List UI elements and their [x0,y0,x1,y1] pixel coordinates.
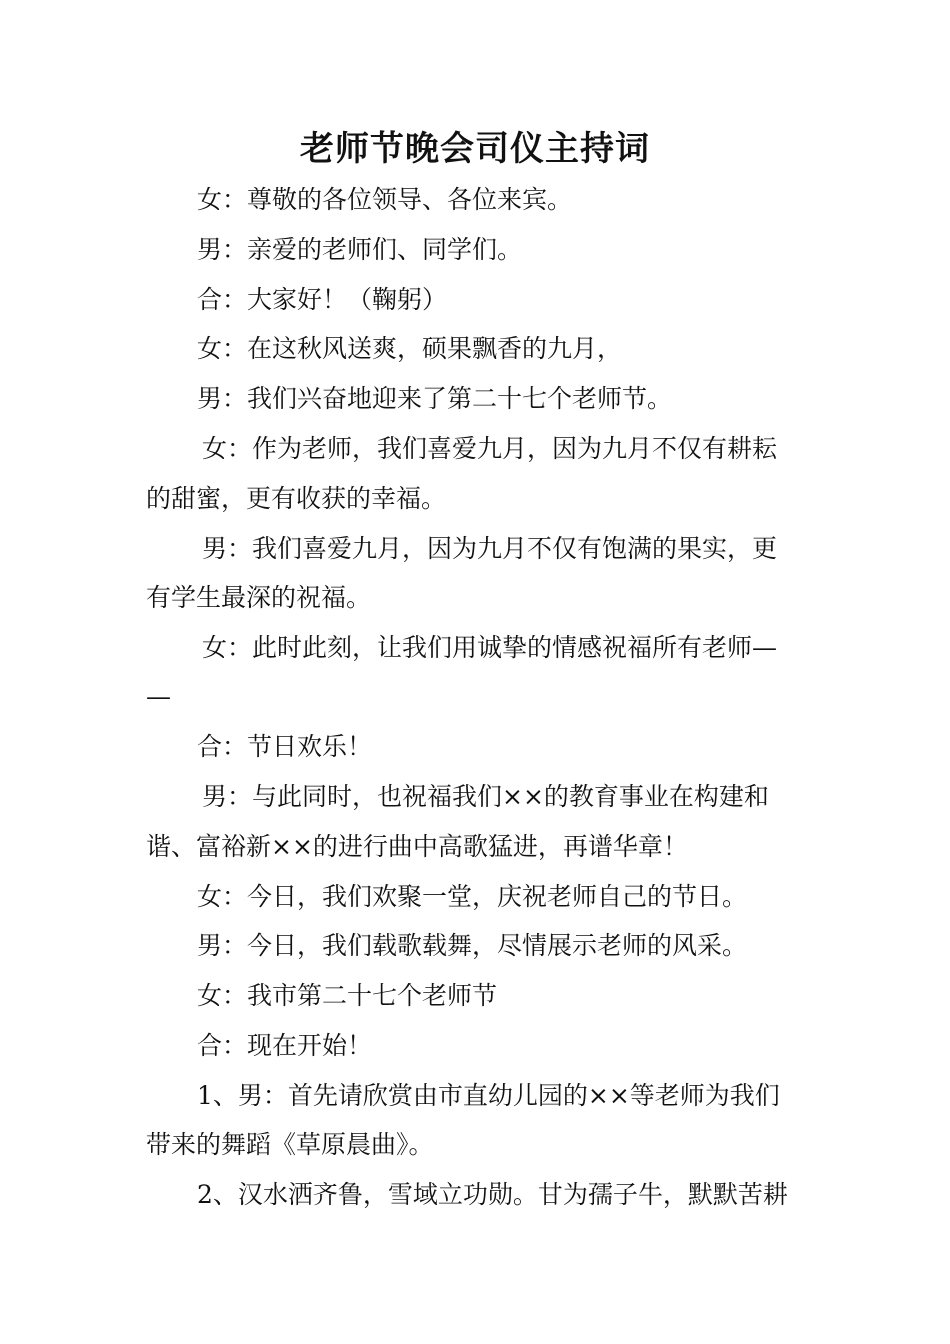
text-line: 女：我市第二十七个老师节 [197,981,498,1010]
text-line: 女：此时此刻，让我们用诚挚的情感祝福所有老师— [202,633,778,662]
text-line: 女：尊敬的各位领导、各位来宾。 [197,185,573,214]
text-line: 男：与此同时，也祝福我们××的教育事业在构建和 [202,782,769,811]
text-line: 女：作为老师，我们喜爱九月，因为九月不仅有耕耘 [202,434,778,463]
text-line: 合：现在开始！ [197,1031,373,1060]
text-line: 男：今日，我们载歌载舞，尽情展示老师的风采。 [197,931,748,960]
text-line: — [146,682,171,711]
text-line: 的甜蜜，更有收获的幸福。 [146,484,447,513]
page-title: 老师节晚会司仪主持词 [300,129,650,169]
text-line: 谐、富裕新××的进行曲中高歌猛进，再谱华章！ [146,832,688,861]
text-line: 合：大家好！（鞠躬） [197,285,448,314]
text-line: 合：节日欢乐！ [197,732,373,761]
text-line: 有学生最深的祝福。 [146,583,372,612]
text-line: 女：今日，我们欢聚一堂，庆祝老师自己的节日。 [197,882,748,911]
text-line: 男：我们喜爱九月，因为九月不仅有饱满的果实，更 [202,534,778,563]
text-line: 1、男：首先请欣赏由市直幼儿园的××等老师为我们 [197,1081,780,1110]
text-line: 2、汉水洒齐鲁，雪域立功勋。甘为孺子牛，默默苦耕 [197,1180,788,1209]
text-line: 男：我们兴奋地迎来了第二十七个老师节。 [197,384,673,413]
text-line: 带来的舞蹈《草原晨曲》。 [146,1130,434,1159]
text-line: 男：亲爱的老师们、同学们。 [197,235,523,264]
text-line: 女：在这秋风送爽，硕果飘香的九月， [197,334,623,363]
